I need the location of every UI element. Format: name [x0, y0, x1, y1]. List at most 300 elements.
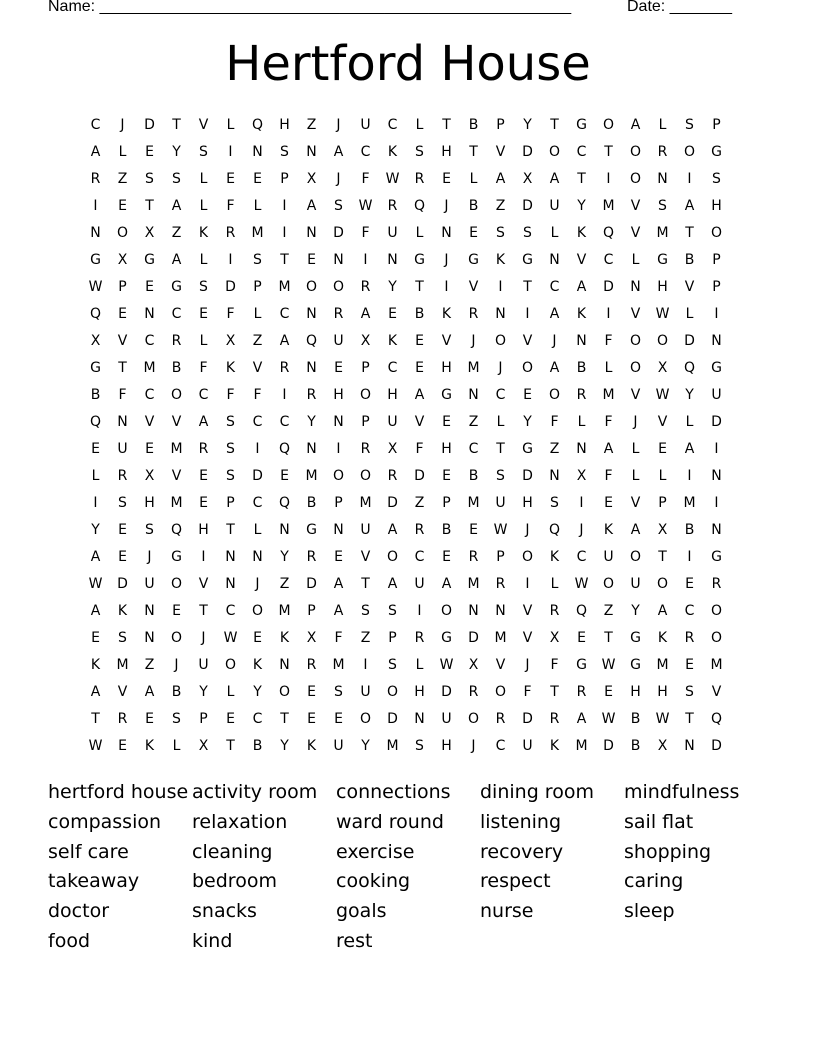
grid-letter: D	[252, 467, 263, 484]
word-list-item: self care	[48, 840, 129, 863]
word-list-item: nurse	[480, 900, 534, 923]
grid-letter: E	[442, 467, 451, 484]
word-list-item: listening	[480, 810, 562, 833]
grid-letter: E	[145, 440, 154, 457]
grid-letter: V	[198, 116, 209, 133]
grid-letter: J	[579, 521, 584, 538]
grid-letter: I	[444, 278, 449, 295]
word-list-item: takeaway	[48, 870, 140, 893]
grid-letter: R	[549, 710, 560, 727]
grid-letter: K	[117, 602, 128, 619]
grid-letter: W	[385, 170, 400, 187]
grid-letter: N	[306, 143, 317, 160]
grid-letter: K	[198, 224, 209, 241]
word-list-item: rest	[336, 929, 373, 952]
grid-letter: R	[117, 467, 128, 484]
grid-letter: W	[655, 710, 670, 727]
grid-letter: O	[710, 224, 723, 241]
grid-letter: M	[251, 224, 264, 241]
grid-letter: O	[629, 332, 642, 349]
grid-letter: N	[684, 737, 695, 754]
grid-letter: R	[333, 305, 344, 322]
grid-letter: N	[414, 710, 425, 727]
grid-letter: C	[252, 494, 263, 511]
grid-letter: X	[306, 170, 317, 187]
grid-letter: N	[144, 629, 155, 646]
grid-letter: O	[710, 629, 723, 646]
grid-letter: W	[358, 197, 373, 214]
grid-letter: Z	[414, 494, 425, 511]
grid-letter: F	[361, 224, 370, 241]
grid-letter: V	[252, 359, 263, 376]
grid-letter: U	[198, 656, 209, 673]
grid-letter: W	[601, 710, 616, 727]
grid-letter: F	[253, 386, 262, 403]
grid-letter: T	[604, 143, 613, 160]
grid-letter: N	[90, 224, 101, 241]
grid-letter: W	[88, 278, 103, 295]
grid-letter: N	[441, 224, 452, 241]
grid-letter: V	[630, 224, 641, 241]
grid-letter: A	[333, 143, 344, 160]
grid-letter: J	[336, 116, 341, 133]
grid-letter: G	[522, 440, 533, 457]
grid-letter: K	[387, 332, 398, 349]
grid-letter: U	[414, 575, 425, 592]
grid-letter: Y	[631, 602, 640, 619]
word-list-item: caring	[624, 870, 684, 893]
grid-letter: X	[549, 629, 560, 646]
grid-letter: N	[468, 602, 479, 619]
grid-letter: V	[630, 386, 641, 403]
grid-letter: C	[576, 143, 587, 160]
grid-letter: I	[228, 251, 233, 268]
grid-letter: K	[603, 521, 614, 538]
grid-letter: G	[630, 656, 641, 673]
grid-letter: L	[658, 467, 667, 484]
grid-letter: S	[172, 170, 181, 187]
grid-letter: B	[630, 737, 641, 754]
grid-letter: O	[359, 386, 372, 403]
grid-letter: U	[630, 575, 641, 592]
grid-letter: B	[630, 710, 641, 727]
grid-letter: L	[199, 332, 208, 349]
grid-letter: Y	[253, 683, 262, 700]
grid-letter: D	[333, 224, 344, 241]
grid-letter: L	[199, 170, 208, 187]
grid-letter: C	[144, 386, 155, 403]
grid-letter: H	[198, 521, 209, 538]
grid-letter: N	[549, 467, 560, 484]
grid-letter: A	[441, 575, 452, 592]
grid-letter: K	[279, 629, 290, 646]
grid-letter: I	[687, 467, 692, 484]
grid-letter: T	[226, 521, 235, 538]
grid-letter: S	[496, 224, 505, 241]
grid-letter: V	[495, 143, 506, 160]
grid-letter: T	[442, 116, 451, 133]
grid-letter: M	[656, 656, 669, 673]
grid-letter: Y	[199, 683, 208, 700]
grid-letter: Z	[495, 197, 506, 214]
grid-letter: T	[685, 710, 694, 727]
grid-letter: R	[225, 224, 236, 241]
grid-letter: J	[120, 116, 125, 133]
grid-letter: R	[171, 332, 182, 349]
grid-letter: T	[199, 602, 208, 619]
grid-letter: A	[684, 440, 695, 457]
grid-letter: Q	[305, 332, 318, 349]
grid-letter: Q	[683, 359, 696, 376]
grid-letter: P	[442, 494, 451, 511]
grid-letter: O	[224, 656, 237, 673]
word-list-item: hertford house	[48, 781, 189, 803]
grid-letter: U	[387, 413, 398, 430]
grid-letter: Q	[170, 521, 183, 538]
grid-letter: C	[90, 116, 101, 133]
word-list-item: cleaning	[192, 840, 273, 863]
grid-letter: G	[468, 251, 479, 268]
grid-letter: X	[117, 251, 128, 268]
grid-letter: X	[225, 332, 236, 349]
grid-letter: E	[388, 305, 397, 322]
grid-letter: T	[361, 575, 370, 592]
word-list-item: compassion	[48, 810, 162, 833]
grid-letter: P	[712, 116, 721, 133]
grid-letter: G	[414, 251, 425, 268]
grid-letter: G	[441, 386, 452, 403]
grid-letter: P	[199, 710, 208, 727]
grid-letter: Z	[549, 440, 560, 457]
grid-letter: P	[361, 359, 370, 376]
grid-letter: M	[575, 737, 588, 754]
grid-letter: D	[603, 278, 614, 295]
grid-letter: A	[90, 683, 101, 700]
grid-letter: J	[471, 332, 476, 349]
grid-letter: V	[657, 413, 668, 430]
grid-letter: L	[415, 116, 424, 133]
grid-letter: C	[603, 251, 614, 268]
grid-letter: G	[171, 278, 182, 295]
grid-letter: J	[552, 332, 557, 349]
grid-letter: S	[415, 143, 424, 160]
grid-letter: B	[684, 251, 695, 268]
grid-letter: A	[360, 305, 371, 322]
grid-letter: Q	[548, 521, 561, 538]
grid-letter: E	[577, 629, 586, 646]
grid-letter: E	[604, 494, 613, 511]
grid-letter: F	[604, 467, 613, 484]
grid-letter: N	[333, 413, 344, 430]
grid-letter: K	[576, 224, 587, 241]
grid-letter: Y	[361, 737, 370, 754]
grid-letter: O	[170, 386, 183, 403]
grid-letter: N	[306, 305, 317, 322]
grid-letter: E	[658, 440, 667, 457]
grid-letter: L	[577, 413, 586, 430]
grid-letter: R	[549, 602, 560, 619]
grid-letter: S	[496, 467, 505, 484]
grid-letter: B	[468, 116, 479, 133]
grid-letter: A	[549, 359, 560, 376]
grid-letter: D	[387, 710, 398, 727]
grid-letter: E	[307, 251, 316, 268]
grid-letter: V	[414, 413, 425, 430]
grid-letter: G	[171, 548, 182, 565]
grid-letter: M	[116, 656, 129, 673]
grid-letter: N	[495, 602, 506, 619]
grid-letter: O	[440, 602, 453, 619]
grid-letter: M	[278, 278, 291, 295]
grid-letter: Y	[388, 278, 397, 295]
grid-letter: E	[91, 440, 100, 457]
grid-letter: R	[495, 575, 506, 592]
grid-letter: V	[171, 467, 182, 484]
grid-letter: R	[198, 440, 209, 457]
grid-letter: S	[280, 143, 289, 160]
grid-letter: R	[117, 710, 128, 727]
grid-letter: Y	[280, 737, 289, 754]
grid-letter: M	[683, 494, 696, 511]
grid-letter: E	[145, 143, 154, 160]
grid-letter: L	[253, 521, 262, 538]
grid-letter: D	[117, 575, 128, 592]
grid-letter: I	[282, 386, 287, 403]
grid-letter: Z	[117, 170, 128, 187]
grid-letter: O	[494, 683, 507, 700]
grid-letter: S	[658, 197, 667, 214]
grid-letter: R	[360, 278, 371, 295]
grid-letter: N	[495, 305, 506, 322]
grid-letter: I	[363, 656, 368, 673]
grid-letter: E	[442, 548, 451, 565]
grid-letter: U	[117, 440, 128, 457]
word-list-item: exercise	[336, 840, 415, 863]
grid-letter: O	[467, 710, 480, 727]
grid-letter: P	[496, 116, 505, 133]
grid-letter: E	[199, 467, 208, 484]
grid-letter: D	[306, 575, 317, 592]
grid-letter: A	[279, 332, 290, 349]
grid-letter: Y	[523, 116, 532, 133]
grid-letter: S	[253, 251, 262, 268]
word-list-item: doctor	[48, 900, 110, 923]
grid-letter: H	[414, 683, 425, 700]
grid-letter: V	[630, 494, 641, 511]
grid-letter: C	[576, 548, 587, 565]
grid-letter: I	[606, 305, 611, 322]
grid-letter: E	[118, 305, 127, 322]
grid-letter: B	[252, 737, 263, 754]
grid-letter: E	[334, 548, 343, 565]
grid-letter: B	[684, 521, 695, 538]
grid-letter: C	[225, 602, 236, 619]
grid-letter: Q	[278, 494, 291, 511]
grid-letter: V	[630, 197, 641, 214]
grid-letter: E	[334, 710, 343, 727]
grid-letter: D	[387, 494, 398, 511]
grid-letter: J	[525, 521, 530, 538]
grid-letter: V	[684, 278, 695, 295]
grid-letter: S	[118, 629, 127, 646]
grid-letter: D	[441, 683, 452, 700]
grid-letter: E	[199, 305, 208, 322]
grid-letter: E	[172, 602, 181, 619]
grid-letter: L	[685, 305, 694, 322]
grid-letter: W	[655, 305, 670, 322]
word-list-item: respect	[480, 870, 551, 893]
grid-letter: O	[332, 467, 345, 484]
grid-letter: O	[386, 548, 399, 565]
grid-letter: R	[576, 386, 587, 403]
grid-letter: I	[255, 440, 260, 457]
grid-letter: N	[279, 656, 290, 673]
grid-letter: P	[280, 170, 289, 187]
grid-letter: K	[306, 737, 317, 754]
grid-letter: A	[387, 575, 398, 592]
word-list-item: snacks	[192, 900, 257, 923]
grid-letter: H	[279, 116, 290, 133]
grid-letter: O	[629, 143, 642, 160]
grid-letter: G	[657, 251, 668, 268]
grid-letter: S	[145, 170, 154, 187]
grid-letter: N	[252, 143, 263, 160]
grid-letter: M	[602, 386, 615, 403]
grid-letter: P	[361, 413, 370, 430]
grid-letter: J	[147, 548, 152, 565]
grid-letter: T	[280, 251, 289, 268]
grid-letter: F	[199, 359, 208, 376]
grid-letter: A	[549, 305, 560, 322]
grid-letter: M	[602, 197, 615, 214]
grid-letter: N	[144, 602, 155, 619]
grid-letter: F	[550, 656, 559, 673]
grid-letter: Y	[172, 143, 181, 160]
grid-letter: A	[90, 548, 101, 565]
grid-letter: I	[417, 602, 422, 619]
grid-letter: S	[226, 467, 235, 484]
grid-letter: K	[387, 143, 398, 160]
grid-letter: C	[198, 386, 209, 403]
grid-letter: O	[521, 359, 534, 376]
grid-letter: X	[144, 467, 155, 484]
grid-letter: K	[144, 737, 155, 754]
grid-letter: I	[687, 170, 692, 187]
grid-letter: C	[495, 737, 506, 754]
grid-letter: Z	[468, 413, 479, 430]
grid-letter: F	[550, 413, 559, 430]
grid-letter: U	[333, 332, 344, 349]
grid-letter: N	[630, 278, 641, 295]
grid-letter: E	[226, 170, 235, 187]
grid-letter: X	[576, 467, 587, 484]
grid-letter: M	[494, 629, 507, 646]
grid-letter: O	[656, 575, 669, 592]
grid-letter: U	[495, 494, 506, 511]
grid-letter: L	[415, 224, 424, 241]
grid-letter: J	[633, 413, 638, 430]
grid-letter: R	[306, 656, 317, 673]
grid-letter: P	[118, 278, 127, 295]
grid-letter: L	[550, 224, 559, 241]
grid-letter: S	[685, 116, 694, 133]
grid-letter: U	[441, 710, 452, 727]
word-list-item: food	[48, 929, 90, 952]
word-list-item: cooking	[336, 870, 411, 893]
grid-letter: Q	[89, 413, 102, 430]
grid-letter: D	[711, 737, 722, 754]
grid-letter: R	[360, 440, 371, 457]
grid-letter: M	[305, 467, 318, 484]
grid-letter: E	[91, 629, 100, 646]
grid-letter: S	[334, 683, 343, 700]
grid-letter: R	[306, 548, 317, 565]
grid-letter: Y	[685, 386, 694, 403]
grid-letter: F	[118, 386, 127, 403]
grid-letter: H	[657, 278, 668, 295]
grid-letter: C	[387, 359, 398, 376]
grid-letter: V	[117, 332, 128, 349]
grid-letter: O	[602, 575, 615, 592]
grid-letter: H	[522, 494, 533, 511]
grid-letter: G	[90, 251, 101, 268]
grid-letter: N	[387, 251, 398, 268]
grid-letter: Q	[251, 116, 264, 133]
grid-letter: B	[171, 359, 182, 376]
grid-letter: C	[144, 332, 155, 349]
grid-letter: N	[144, 305, 155, 322]
grid-letter: T	[496, 440, 505, 457]
grid-letter: H	[630, 683, 641, 700]
word-list-item: activity room	[192, 781, 318, 803]
grid-letter: M	[386, 737, 399, 754]
grid-letter: X	[90, 332, 101, 349]
grid-letter: R	[306, 386, 317, 403]
word-list-item: bedroom	[192, 870, 277, 893]
grid-letter: V	[522, 629, 533, 646]
grid-letter: F	[361, 170, 370, 187]
grid-letter: N	[468, 386, 479, 403]
grid-letter: A	[198, 413, 209, 430]
grid-letter: J	[174, 656, 179, 673]
grid-letter: V	[522, 602, 533, 619]
grid-letter: V	[522, 332, 533, 349]
grid-letter: E	[685, 575, 694, 592]
grid-letter: C	[279, 413, 290, 430]
grid-letter: M	[278, 602, 291, 619]
grid-letter: A	[603, 440, 614, 457]
grid-letter: T	[658, 548, 667, 565]
grid-letter: T	[226, 737, 235, 754]
grid-letter: M	[170, 494, 183, 511]
grid-letter: R	[576, 683, 587, 700]
grid-letter: Q	[89, 305, 102, 322]
grid-letter: C	[387, 116, 398, 133]
word-list-item: ward round	[336, 810, 444, 833]
grid-letter: R	[468, 305, 479, 322]
grid-letter: H	[144, 494, 155, 511]
word-list-item: relaxation	[192, 810, 288, 833]
grid-letter: D	[144, 116, 155, 133]
grid-letter: A	[576, 278, 587, 295]
grid-letter: I	[525, 575, 530, 592]
grid-letter: G	[576, 116, 587, 133]
grid-letter: C	[684, 602, 695, 619]
grid-letter: A	[90, 143, 101, 160]
grid-letter: E	[118, 548, 127, 565]
grid-letter: Q	[602, 224, 615, 241]
grid-letter: R	[414, 629, 425, 646]
